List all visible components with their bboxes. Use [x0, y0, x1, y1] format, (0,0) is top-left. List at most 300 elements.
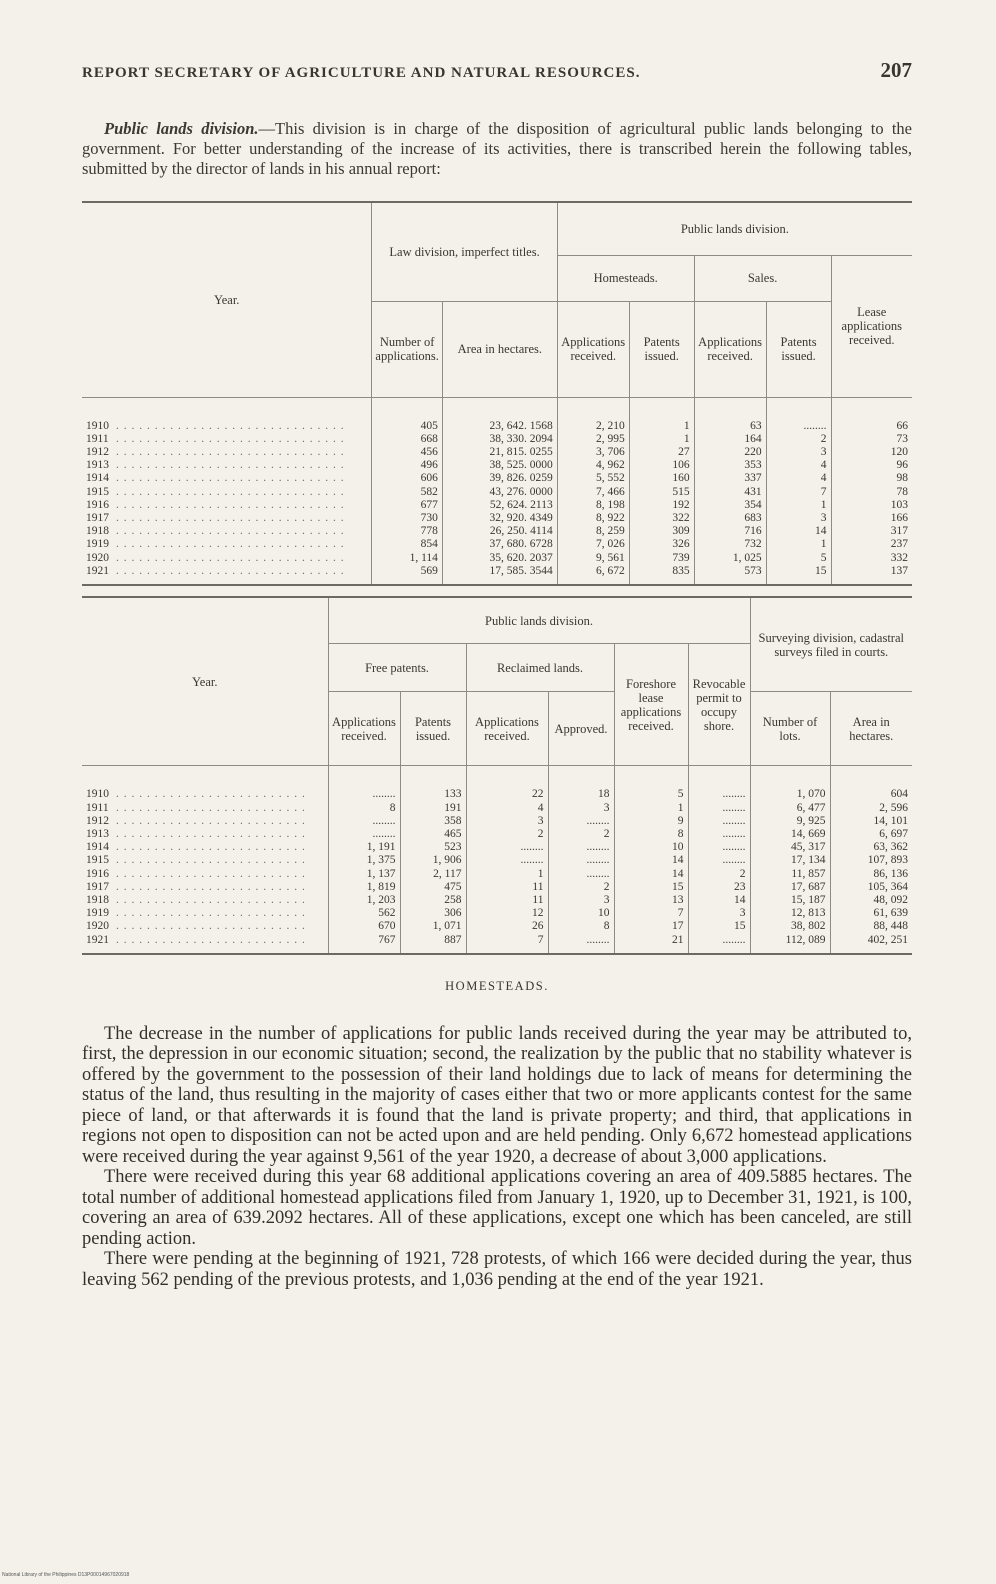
t2-leader-dots: . . . . . . . . . . . . . . . . . . . . . . . . . — [116, 894, 306, 907]
t2-year-label: 1915 — [86, 854, 109, 867]
t1-cell-sales-pat: 14 — [766, 525, 831, 538]
t1-cell-hs-app: 7, 026 — [557, 538, 629, 551]
t2-cell-revocable: 15 — [688, 920, 750, 933]
t2-cell-fp-pat: 306 — [400, 907, 466, 920]
t1-cell-sales-pat: 1 — [766, 538, 831, 551]
t1-cell-sales-app: 354 — [694, 499, 766, 512]
t2-header-reclaimed: Reclaimed lands. — [466, 644, 614, 692]
t2-cell-revocable: 3 — [688, 907, 750, 920]
t2-year-label: 1910 — [86, 788, 109, 801]
t1-leader-dots: . . . . . . . . . . . . . . . . . . . . . . . . . . . . . . — [116, 445, 345, 458]
t1-cell-hs-app: 2, 210 — [557, 397, 629, 433]
t2-year-label: 1913 — [86, 828, 109, 841]
t2-cell-fp-app: 1, 203 — [328, 894, 400, 907]
t1-cell-sales-pat: 1 — [766, 499, 831, 512]
t1-cell-law-num: 606 — [372, 472, 443, 485]
t1-body — [82, 397, 912, 584]
t1-year-label: 1911 — [86, 432, 109, 445]
t2-cell-lots: 112, 089 — [750, 934, 830, 953]
t2-cell-year — [82, 920, 328, 933]
t1-cell-hs-app: 8, 922 — [557, 512, 629, 525]
t2-row — [82, 854, 912, 867]
t2-year-label: 1921 — [86, 933, 109, 946]
t2-leader-dots: . . . . . . . . . . . . . . . . . . . . . . . . . — [116, 907, 306, 920]
t2-cell-foreshore: 14 — [614, 868, 688, 881]
t1-cell-year — [82, 486, 372, 499]
t2-year-label: 1917 — [86, 880, 109, 893]
t1-cell-lease: 317 — [831, 525, 912, 538]
t1-cell-year — [82, 525, 372, 538]
t1-cell-year — [82, 565, 372, 584]
t2-row — [82, 828, 912, 841]
t2-cell-revocable: 14 — [688, 894, 750, 907]
t2-cell-revocable: 2 — [688, 868, 750, 881]
t2-header-fp-applications: Applications received. — [328, 692, 400, 766]
t2-leader-dots: . . . . . . . . . . . . . . . . . . . . . . . . . — [116, 880, 306, 893]
t2-year-label: 1916 — [86, 867, 109, 880]
page-number: 207 — [880, 58, 912, 82]
t1-cell-sales-app: 337 — [694, 472, 766, 485]
t2-cell-fp-app: 562 — [328, 907, 400, 920]
t1-leader-dots: . . . . . . . . . . . . . . . . . . . . . . . . . . . . . . — [116, 564, 345, 577]
homesteads-paragraph-2: There were received during this year 68 additional applications covering an area of 409.5885 hectares. The total number of additional homestead applications filed from January 1, 1920, up to December 31, 1921, is 100, covering an area of 639.2092 hectares. All of these applications, except one which has been canceled, are still pending action. — [82, 1167, 912, 1249]
t2-leader-dots: . . . . . . . . . . . . . . . . . . . . . . . . . — [116, 801, 306, 814]
t1-cell-hs-pat: 192 — [629, 499, 694, 512]
t2-cell-rl-app: 2 — [466, 828, 548, 841]
t2-cell-year — [82, 868, 328, 881]
t1-cell-sales-app: 431 — [694, 486, 766, 499]
t2-cell-fp-app: ........ — [328, 766, 400, 802]
t2-cell-fp-pat: 887 — [400, 934, 466, 953]
t2-cell-fp-pat: 1, 071 — [400, 920, 466, 933]
t2-cell-year — [82, 802, 328, 815]
t1-header-num-applications: Number of applications. — [372, 301, 443, 397]
t1-cell-hs-pat: 326 — [629, 538, 694, 551]
t1-cell-law-num: 569 — [372, 565, 443, 584]
t1-cell-law-area: 37, 680. 6728 — [442, 538, 557, 551]
t1-cell-year — [82, 552, 372, 565]
t1-cell-sales-app: 732 — [694, 538, 766, 551]
t2-cell-area: 402, 251 — [830, 934, 912, 953]
t1-cell-hs-pat: 835 — [629, 565, 694, 584]
t1-cell-law-area: 35, 620. 2037 — [442, 552, 557, 565]
t2-cell-year — [82, 815, 328, 828]
t1-row — [82, 525, 912, 538]
t2-cell-area: 48, 092 — [830, 894, 912, 907]
t1-cell-sales-pat: ........ — [766, 397, 831, 433]
t1-cell-law-area: 52, 624. 2113 — [442, 499, 557, 512]
t2-header-free-patents: Free patents. — [328, 644, 466, 692]
t2-cell-rl-appr: ........ — [548, 841, 614, 854]
t1-row — [82, 486, 912, 499]
t2-leader-dots: . . . . . . . . . . . . . . . . . . . . . . . . . — [116, 814, 306, 827]
t1-cell-hs-app: 9, 561 — [557, 552, 629, 565]
t2-cell-rl-appr: 3 — [548, 894, 614, 907]
t2-cell-lots: 12, 813 — [750, 907, 830, 920]
t2-cell-fp-pat: 258 — [400, 894, 466, 907]
homesteads-paragraph-1: The decrease in the number of applications for public lands received during the year may be attributed to, first, the depression in our economic situation; second, the realization by the public that no stability whatever is offered by the government to the possession of their land holdings due to lack of means for determining the status of the land, thus resulting in the majority of cases either that two or more applicants contest for the same piece of land, or that afterwards it is found that the land is private property; and third, that applications in regions not open to disposition can not be acted upon and are held pending. Only 6,672 homestead applications were received during the year against 9,561 of the year 1920, a decrease of about 3,000 applications. — [82, 1023, 912, 1167]
t2-leader-dots: . . . . . . . . . . . . . . . . . . . . . . . . . — [116, 920, 306, 933]
t1-header-year: Year. — [82, 203, 372, 397]
t2-cell-year — [82, 907, 328, 920]
t1-leader-dots: . . . . . . . . . . . . . . . . . . . . . . . . . . . . . . — [116, 419, 345, 432]
t1-row — [82, 538, 912, 551]
t2-cell-rl-app: 4 — [466, 802, 548, 815]
intro-paragraph — [82, 119, 912, 179]
t2-header-year: Year. — [82, 598, 328, 766]
t1-cell-hs-pat: 160 — [629, 472, 694, 485]
t1-header-homesteads: Homesteads. — [557, 255, 694, 301]
t2-cell-fp-app: 670 — [328, 920, 400, 933]
t2-cell-fp-pat: 358 — [400, 815, 466, 828]
t2-cell-rl-appr: 18 — [548, 766, 614, 802]
t1-cell-hs-app: 2, 995 — [557, 433, 629, 446]
t1-cell-lease: 73 — [831, 433, 912, 446]
homesteads-body — [82, 1024, 912, 1291]
t2-cell-foreshore: 15 — [614, 881, 688, 894]
document-page — [82, 58, 912, 1290]
t1-header-law-division: Law division, imperfect titles. — [372, 203, 557, 301]
t1-row — [82, 459, 912, 472]
t1-cell-lease: 332 — [831, 552, 912, 565]
t2-cell-foreshore: 13 — [614, 894, 688, 907]
t2-cell-revocable: ........ — [688, 802, 750, 815]
t2-row — [82, 881, 912, 894]
t1-cell-year — [82, 472, 372, 485]
t2-cell-fp-pat: 2, 117 — [400, 868, 466, 881]
t2-cell-foreshore: 5 — [614, 766, 688, 802]
t2-cell-fp-pat: 1, 906 — [400, 854, 466, 867]
t1-cell-year — [82, 397, 372, 433]
t2-cell-lots: 11, 857 — [750, 868, 830, 881]
t2-cell-year — [82, 841, 328, 854]
t1-year-label: 1917 — [86, 511, 109, 524]
t1-cell-year — [82, 512, 372, 525]
t2-cell-fp-app: 8 — [328, 802, 400, 815]
t1-cell-law-num: 496 — [372, 459, 443, 472]
t2-leader-dots: . . . . . . . . . . . . . . . . . . . . . . . . . — [116, 867, 306, 880]
t1-leader-dots: . . . . . . . . . . . . . . . . . . . . . . . . . . . . . . — [116, 538, 345, 551]
t2-cell-rl-appr: 10 — [548, 907, 614, 920]
t2-year-label: 1919 — [86, 907, 109, 920]
t1-cell-sales-app: 164 — [694, 433, 766, 446]
t2-cell-rl-app: 3 — [466, 815, 548, 828]
t2-cell-rl-appr: ........ — [548, 934, 614, 953]
t2-leader-dots: . . . . . . . . . . . . . . . . . . . . . . . . . — [116, 788, 306, 801]
t2-cell-revocable: ........ — [688, 841, 750, 854]
t2-header-rl-applications: Applications received. — [466, 692, 548, 766]
t2-header-rl-approved: Approved. — [548, 692, 614, 766]
t2-cell-foreshore: 21 — [614, 934, 688, 953]
t2-cell-revocable: ........ — [688, 934, 750, 953]
t1-row — [82, 512, 912, 525]
t2-row — [82, 841, 912, 854]
t2-cell-lots: 38, 802 — [750, 920, 830, 933]
t1-leader-dots: . . . . . . . . . . . . . . . . . . . . . . . . . . . . . . — [116, 459, 345, 472]
t2-year-label: 1911 — [86, 801, 109, 814]
t1-cell-sales-app: 716 — [694, 525, 766, 538]
t1-cell-lease: 120 — [831, 446, 912, 459]
t1-cell-law-area: 43, 276. 0000 — [442, 486, 557, 499]
t1-cell-year — [82, 459, 372, 472]
t2-cell-fp-app: 767 — [328, 934, 400, 953]
t2-cell-year — [82, 934, 328, 953]
t1-cell-hs-app: 8, 259 — [557, 525, 629, 538]
t1-cell-hs-pat: 1 — [629, 433, 694, 446]
t2-cell-lots: 14, 669 — [750, 828, 830, 841]
running-head — [82, 58, 912, 83]
t1-cell-sales-pat: 4 — [766, 459, 831, 472]
t1-row — [82, 499, 912, 512]
t2-header-public-lands: Public lands division. — [328, 598, 750, 644]
t2-cell-lots: 17, 687 — [750, 881, 830, 894]
t1-row — [82, 565, 912, 584]
t2-cell-lots: 6, 477 — [750, 802, 830, 815]
t1-cell-law-area: 21, 815. 0255 — [442, 446, 557, 459]
t2-cell-year — [82, 881, 328, 894]
t1-cell-law-num: 668 — [372, 433, 443, 446]
t1-year-label: 1921 — [86, 564, 109, 577]
t2-cell-fp-app: ........ — [328, 815, 400, 828]
t2-cell-fp-pat: 191 — [400, 802, 466, 815]
t1-year-label: 1919 — [86, 538, 109, 551]
t2-cell-area: 63, 362 — [830, 841, 912, 854]
t1-leader-dots: . . . . . . . . . . . . . . . . . . . . . . . . . . . . . . — [116, 485, 345, 498]
t2-cell-rl-appr: 2 — [548, 828, 614, 841]
t1-row — [82, 472, 912, 485]
t2-leader-dots: . . . . . . . . . . . . . . . . . . . . . . . . . — [116, 828, 306, 841]
t1-cell-hs-pat: 739 — [629, 552, 694, 565]
t2-leader-dots: . . . . . . . . . . . . . . . . . . . . . . . . . — [116, 933, 306, 946]
t1-cell-lease: 103 — [831, 499, 912, 512]
t2-row — [82, 934, 912, 953]
t1-leader-dots: . . . . . . . . . . . . . . . . . . . . . . . . . . . . . . — [116, 525, 345, 538]
t2-cell-rl-app: 1 — [466, 868, 548, 881]
t1-cell-hs-pat: 27 — [629, 446, 694, 459]
t1-cell-hs-app: 7, 466 — [557, 486, 629, 499]
t2-cell-year — [82, 766, 328, 802]
t2-row — [82, 894, 912, 907]
t1-cell-sales-pat: 4 — [766, 472, 831, 485]
t2-cell-fp-app: 1, 819 — [328, 881, 400, 894]
t1-row — [82, 433, 912, 446]
t1-cell-lease: 137 — [831, 565, 912, 584]
t2-row — [82, 920, 912, 933]
running-head-title: REPORT SECRETARY OF AGRICULTURE AND NATURAL RESOURCES. — [82, 65, 641, 81]
t1-header-hs-patents: Patents issued. — [629, 301, 694, 397]
t1-cell-year — [82, 499, 372, 512]
t1-year-label: 1913 — [86, 459, 109, 472]
t2-cell-foreshore: 14 — [614, 854, 688, 867]
t1-year-label: 1920 — [86, 551, 109, 564]
t1-cell-law-num: 582 — [372, 486, 443, 499]
t2-row — [82, 802, 912, 815]
t2-row — [82, 907, 912, 920]
t1-cell-law-area: 38, 330. 2094 — [442, 433, 557, 446]
table-law-public-lands — [82, 201, 912, 586]
t1-cell-law-area: 17, 585. 3544 — [442, 565, 557, 584]
t1-cell-law-area: 39, 826. 0259 — [442, 472, 557, 485]
t2-cell-lots: 9, 925 — [750, 815, 830, 828]
t1-year-label: 1916 — [86, 498, 109, 511]
table-1 — [82, 203, 912, 584]
t2-cell-foreshore: 10 — [614, 841, 688, 854]
t2-cell-rl-app: 22 — [466, 766, 548, 802]
t1-cell-hs-app: 6, 672 — [557, 565, 629, 584]
t1-cell-law-area: 32, 920. 4349 — [442, 512, 557, 525]
t1-year-label: 1918 — [86, 525, 109, 538]
t2-cell-fp-pat: 465 — [400, 828, 466, 841]
t2-cell-rl-app: 26 — [466, 920, 548, 933]
t1-cell-law-area: 26, 250. 4114 — [442, 525, 557, 538]
t1-cell-hs-app: 8, 198 — [557, 499, 629, 512]
t1-cell-lease: 98 — [831, 472, 912, 485]
t2-cell-area: 604 — [830, 766, 912, 802]
t2-cell-foreshore: 9 — [614, 815, 688, 828]
table-free-patents-surveys — [82, 596, 912, 955]
t1-cell-hs-app: 5, 552 — [557, 472, 629, 485]
t1-cell-law-num: 677 — [372, 499, 443, 512]
t2-cell-revocable: ........ — [688, 766, 750, 802]
t2-header-area: Area in hectares. — [830, 692, 912, 766]
t2-cell-foreshore: 7 — [614, 907, 688, 920]
t2-cell-area: 6, 697 — [830, 828, 912, 841]
t1-cell-hs-pat: 106 — [629, 459, 694, 472]
t1-leader-dots: . . . . . . . . . . . . . . . . . . . . . . . . . . . . . . — [116, 498, 345, 511]
t2-cell-rl-app: 11 — [466, 894, 548, 907]
t1-cell-law-num: 854 — [372, 538, 443, 551]
t1-cell-hs-app: 4, 962 — [557, 459, 629, 472]
t2-header-foreshore: Foreshore lease applications received. — [614, 644, 688, 766]
t1-cell-sales-pat: 3 — [766, 446, 831, 459]
t2-header-fp-patents: Patents issued. — [400, 692, 466, 766]
t2-row — [82, 815, 912, 828]
t2-header-num-lots: Number of lots. — [750, 692, 830, 766]
t2-cell-area: 14, 101 — [830, 815, 912, 828]
t2-cell-rl-appr: ........ — [548, 854, 614, 867]
t1-cell-law-area: 23, 642. 1568 — [442, 397, 557, 433]
t1-cell-sales-app: 1, 025 — [694, 552, 766, 565]
t2-cell-fp-app: ........ — [328, 828, 400, 841]
t2-header-revocable: Revocable permit to occupy shore. — [688, 644, 750, 766]
t1-cell-lease: 96 — [831, 459, 912, 472]
t1-year-label: 1914 — [86, 472, 109, 485]
t2-cell-area: 86, 136 — [830, 868, 912, 881]
t1-cell-year — [82, 433, 372, 446]
t1-cell-sales-pat: 3 — [766, 512, 831, 525]
t2-cell-foreshore: 17 — [614, 920, 688, 933]
t2-cell-foreshore: 1 — [614, 802, 688, 815]
homesteads-heading: HOMESTEADS. — [445, 978, 549, 993]
t1-cell-lease: 78 — [831, 486, 912, 499]
t1-cell-sales-pat: 2 — [766, 433, 831, 446]
t2-cell-rl-appr: 2 — [548, 881, 614, 894]
t2-cell-rl-app: ........ — [466, 854, 548, 867]
t2-leader-dots: . . . . . . . . . . . . . . . . . . . . . . . . . — [116, 841, 306, 854]
t1-cell-sales-pat: 7 — [766, 486, 831, 499]
t2-cell-area: 61, 639 — [830, 907, 912, 920]
t1-cell-sales-app: 683 — [694, 512, 766, 525]
t2-cell-revocable: ........ — [688, 828, 750, 841]
t1-leader-dots: . . . . . . . . . . . . . . . . . . . . . . . . . . . . . . — [116, 472, 345, 485]
t1-row — [82, 552, 912, 565]
t2-cell-rl-app: ........ — [466, 841, 548, 854]
t1-leader-dots: . . . . . . . . . . . . . . . . . . . . . . . . . . . . . . — [116, 551, 345, 564]
table-2 — [82, 598, 912, 953]
t1-cell-sales-app: 353 — [694, 459, 766, 472]
t2-year-label: 1920 — [86, 920, 109, 933]
t2-cell-year — [82, 828, 328, 841]
t2-cell-lots: 15, 187 — [750, 894, 830, 907]
t1-cell-law-area: 38, 525. 0000 — [442, 459, 557, 472]
t2-cell-lots: 17, 134 — [750, 854, 830, 867]
t1-cell-lease: 166 — [831, 512, 912, 525]
t1-cell-sales-app: 573 — [694, 565, 766, 584]
t2-header-surveying: Surveying division, cadastral surveys filed in courts. — [750, 598, 912, 692]
t2-cell-rl-appr: 3 — [548, 802, 614, 815]
t2-year-label: 1914 — [86, 841, 109, 854]
t2-cell-fp-app: 1, 375 — [328, 854, 400, 867]
t1-cell-law-num: 730 — [372, 512, 443, 525]
t1-cell-lease: 237 — [831, 538, 912, 551]
t1-header-lease: Lease applications received. — [831, 255, 912, 397]
t1-row — [82, 397, 912, 433]
t1-cell-hs-pat: 309 — [629, 525, 694, 538]
t2-cell-year — [82, 894, 328, 907]
t1-header-sales-applications: Applications received. — [694, 301, 766, 397]
t1-cell-law-num: 778 — [372, 525, 443, 538]
homesteads-paragraph-3: There were pending at the beginning of 1921, 728 protests, of which 166 were decided during the year, thus leaving 562 pending of the previous protests, and 1,036 pending at the end of the year 1921. — [82, 1249, 912, 1290]
t1-header-hs-applications: Applications received. — [557, 301, 629, 397]
t2-cell-area: 2, 596 — [830, 802, 912, 815]
t2-cell-fp-pat: 133 — [400, 766, 466, 802]
t2-cell-lots: 1, 070 — [750, 766, 830, 802]
t2-cell-revocable: 23 — [688, 881, 750, 894]
t2-row — [82, 766, 912, 802]
t2-cell-rl-app: 12 — [466, 907, 548, 920]
t2-cell-rl-app: 11 — [466, 881, 548, 894]
t1-year-label: 1910 — [86, 419, 109, 432]
t1-header-sales: Sales. — [694, 255, 831, 301]
t1-row — [82, 446, 912, 459]
t1-cell-sales-pat: 15 — [766, 565, 831, 584]
t2-cell-fp-pat: 523 — [400, 841, 466, 854]
t2-cell-rl-app: 7 — [466, 934, 548, 953]
t2-cell-foreshore: 8 — [614, 828, 688, 841]
t1-cell-hs-app: 3, 706 — [557, 446, 629, 459]
t2-cell-fp-app: 1, 191 — [328, 841, 400, 854]
t2-year-label: 1918 — [86, 894, 109, 907]
t1-cell-sales-app: 63 — [694, 397, 766, 433]
t2-cell-year — [82, 854, 328, 867]
t1-year-label: 1912 — [86, 445, 109, 458]
t2-cell-revocable: ........ — [688, 815, 750, 828]
t1-cell-law-num: 1, 114 — [372, 552, 443, 565]
t2-cell-area: 105, 364 — [830, 881, 912, 894]
t1-cell-year — [82, 538, 372, 551]
t2-body — [82, 766, 912, 953]
intro-text: —This division is in charge of the disposition of agricultural public lands belonging to the government. For better understanding of the increase of its activities, there is transcribed herein the following tables, submitted by the director of lands in his annual report: — [82, 119, 912, 178]
t1-leader-dots: . . . . . . . . . . . . . . . . . . . . . . . . . . . . . . — [116, 432, 345, 445]
t2-cell-lots: 45, 317 — [750, 841, 830, 854]
t2-cell-area: 107, 893 — [830, 854, 912, 867]
t2-cell-rl-appr: ........ — [548, 815, 614, 828]
t2-leader-dots: . . . . . . . . . . . . . . . . . . . . . . . . . — [116, 854, 306, 867]
t1-cell-law-num: 405 — [372, 397, 443, 433]
t2-row — [82, 868, 912, 881]
t2-cell-revocable: ........ — [688, 854, 750, 867]
t1-header-public-lands: Public lands division. — [557, 203, 912, 255]
